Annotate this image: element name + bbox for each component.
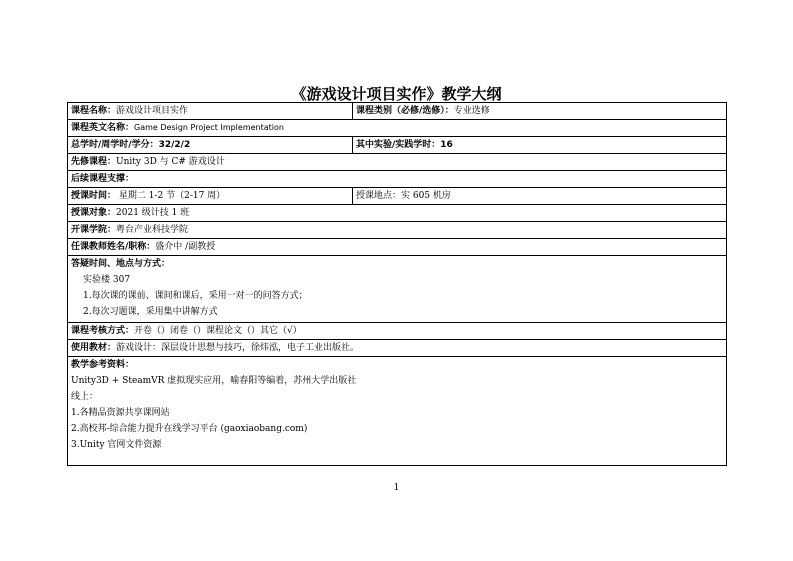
course-type-value: 专业选修 xyxy=(453,106,490,116)
row-references xyxy=(68,357,727,466)
lab-hours-value: 16 xyxy=(440,140,453,150)
prereq-value: Unity 3D 与 C# 游戏设计 xyxy=(116,157,225,167)
row-audience xyxy=(68,205,727,222)
hours-label: 总学时/周学时/学分： xyxy=(71,140,159,150)
teacher-value: 盛介中 /副教授 xyxy=(155,242,216,252)
document-title: 《游戏设计项目实作》教学大纲 xyxy=(291,85,502,103)
reference-line: 2.高校邦-综合能力提升在线学习平台 (gaoxiaobang.com) xyxy=(71,424,308,434)
assessment-label: 课程考核方式： xyxy=(71,326,135,336)
assessment-value: 开卷（）闭卷（）课程论文（）其它（√） xyxy=(134,326,302,336)
qa-label: 答疑时间、地点与方式： xyxy=(71,259,171,269)
row-college xyxy=(68,222,727,239)
reference-line: 1.各精品资源共享课网站 xyxy=(71,408,170,418)
teacher-label: 任课教师姓名/职称： xyxy=(71,242,156,252)
row-english-name xyxy=(68,120,727,137)
row-textbook xyxy=(68,340,727,357)
row-course-name xyxy=(68,103,727,120)
english-name-value: Game Design Project Implementation xyxy=(134,123,284,132)
textbook-value: 游戏设计：深层设计思想与技巧，徐炜泓，电子工业出版社。 xyxy=(116,343,360,353)
page-number: 1 xyxy=(393,483,400,493)
row-teacher xyxy=(68,239,727,256)
row-qa xyxy=(68,256,727,323)
time-label: 授课时间： xyxy=(71,191,117,201)
qa-line: 实验楼 307 xyxy=(83,275,131,285)
college-label: 开课学院： xyxy=(71,225,117,235)
followup-label: 后续课程支撑： xyxy=(71,174,135,184)
audience-label: 授课对象： xyxy=(71,208,117,218)
time-value: 星期二 1-2 节（2-17 周） xyxy=(116,191,226,201)
syllabus-table xyxy=(67,102,727,466)
textbook-label: 使用教材： xyxy=(71,343,117,353)
course-type-label: 课程类别（必修/选修）： xyxy=(356,106,454,116)
qa-line: 2.每次习题课，采用集中讲解方式 xyxy=(83,307,218,317)
college-value: 粤台产业科技学院 xyxy=(116,225,189,235)
qa-line: 1.每次课的课前、课间和课后，采用一对一的问答方式； xyxy=(83,291,308,301)
english-name-label: 课程英文名称： xyxy=(71,123,135,133)
row-prereq xyxy=(68,154,727,171)
row-hours xyxy=(68,137,727,154)
reference-line: 3.Unity 官网文件资源 xyxy=(71,440,162,450)
references-label: 教学参考资料： xyxy=(71,360,135,370)
row-assessment xyxy=(68,323,727,340)
audience-value: 2021 级计技 1 班 xyxy=(116,208,190,218)
hours-value: 32/2/2 xyxy=(158,140,191,150)
row-followup xyxy=(68,171,727,188)
row-time xyxy=(68,188,727,205)
reference-line: 线上： xyxy=(71,392,99,402)
prereq-label: 先修课程： xyxy=(71,157,117,167)
location-label: 授课地点： xyxy=(356,191,402,201)
location-value: 实 605 机房 xyxy=(401,191,451,201)
reference-line: Unity3D + SteamVR 虚拟现实应用，喻春阳等编着，苏州大学出版社 xyxy=(71,376,357,386)
lab-hours-label: 其中实验/实践学时： xyxy=(356,140,441,150)
course-name-value: 游戏设计项目实作 xyxy=(116,106,189,116)
course-name-label: 课程名称： xyxy=(71,106,117,116)
